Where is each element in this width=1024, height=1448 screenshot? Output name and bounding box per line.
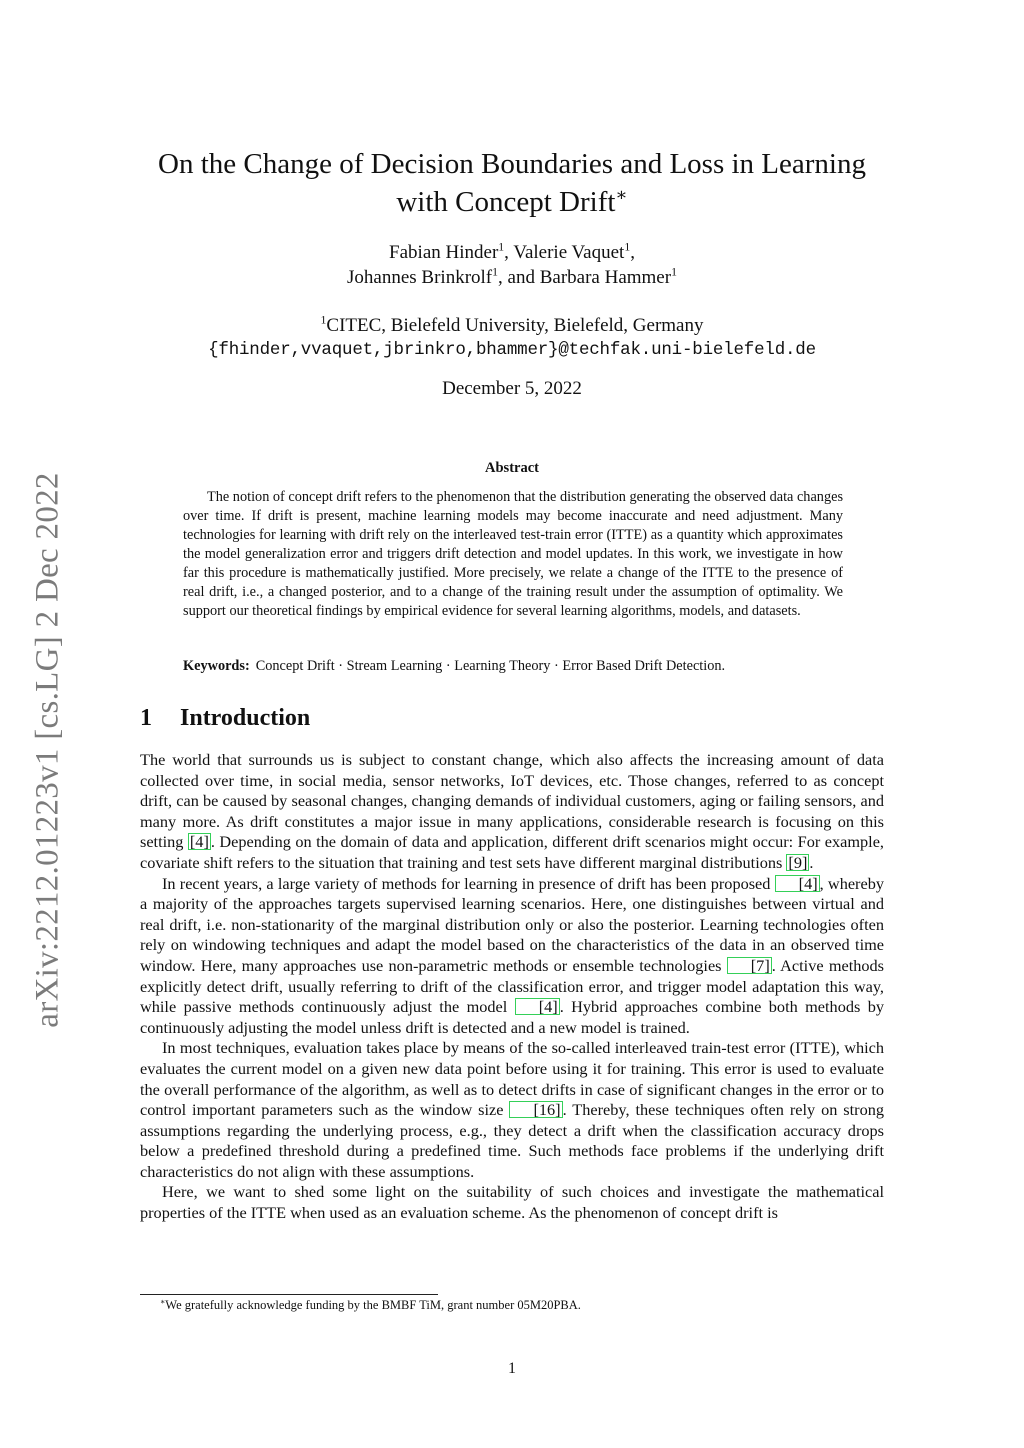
paragraph-text: . Depending on the domain of data and application, different drift scenarios might occur: For example, covariate shift refers to the situation that training and test sets have different marginal distributions [140,832,884,872]
keywords-line [183,657,883,676]
paragraph-text: Here, we want to shed some light on the suitability of such choices and investigate the mathematical properties of the ITTE when used as an evaluation scheme. As the phenomenon of concept drift is [140,1182,884,1223]
affiliation-text: CITEC, Bielefeld University, Bielefeld, Germany [326,315,704,336]
keywords-list: Concept Drift · Stream Learning · Learning Theory · Error Based Drift Detection. [255,658,726,674]
paragraph-3 [140,1038,884,1182]
citation-link[interactable]: [16] [509,1101,562,1118]
citation-link[interactable]: [4] [515,998,560,1015]
abstract-heading: Abstract [485,460,539,476]
paper-title [140,145,884,221]
paragraph-text: The world that surrounds us is subject to constant change, which also affects the increasing amount of data collected over time, in social media, sensor networks, IoT devices, etc. Those changes, referred to as concept drift, can be caused by seasonal changes, changing demands of individual customers, aging or failing sensors, and many more. As drift constitutes a major issue in many applications, considerable research is focusing on this setting [140,750,884,852]
abstract-text: The notion of concept drift refers to the phenomenon that the distribution generating the observed data changes over time. If drift is present, machine learning models may become inaccurate and need adjustment. Many technologies for learning with drift rely on the interleaved test-train error (ITTE) as a quantity which approximates the model generalization error and triggers drift detection and model updates. In this work, we investigate in how far this procedure is mathematically justified. More precisely, we relate a change of the ITTE to the presence of real drift, i.e., a changed posterior, and to a change of the training result under the assumption of optimality. We support our theoretical findings by empirical evidence for several learning algorithms, models, and datasets. [183,489,844,619]
affiliation-mark: 1 [320,313,327,327]
affiliation-mark: 1 [492,265,499,279]
paragraph-2 [140,874,884,1039]
author-emails[interactable]: {fhinder,vvaquet,jbrinkro,bhammer}@techfak.uni-bielefeld.de [208,340,816,360]
paragraph-text: . Active methods explicitly detect drift, usually referring to drift of the classification error, and trigger model adaptation this way, while passive methods continuously adjust the model [140,955,884,1017]
section-body [140,750,884,1224]
author-separator: , [504,242,514,263]
arxiv-identifier [30,455,66,1045]
affiliation-mark: 1 [498,240,505,254]
author-line-2 [140,265,884,290]
arxiv-identifier-text: arXiv:2212.01223v1 [cs.LG] 2 Dec 2022 [29,472,66,1028]
paragraph-text: . [809,852,814,872]
author-name: Fabian Hinder [389,242,499,263]
publication-date: December 5, 2022 [442,378,582,399]
author-name: Johannes Brinkrolf [347,267,493,288]
author-separator: , and [498,267,540,288]
affiliation-block [140,313,884,363]
paragraph-1 [140,750,884,874]
author-list [140,240,884,290]
author-name: Valerie Vaquet [513,242,625,263]
title-line-2-text: with Concept Drift [396,186,616,218]
paragraph-4 [140,1182,884,1223]
footnote [160,1298,581,1313]
citation-link[interactable]: [9] [788,852,808,872]
affiliation-line [140,313,884,338]
section-number: 1 [140,705,152,731]
author-name: Barbara Hammer [539,267,672,288]
title-line-2 [140,183,884,221]
title-footnote-mark: ∗ [615,184,628,205]
footnote-mark: ∗ [160,1296,166,1306]
paragraph-text: . Thereby, these techniques often rely on strong assumptions regarding the underlying process, e.g., they detect a drift when the classification accuracy drops below a predefined threshold during a predefined time. Such methods face problems if the underlying drift characteristics do not align with these assumptions. [140,1100,885,1181]
title-line-1: On the Change of Decision Boundaries and Loss in Learning [158,148,866,180]
section-heading [140,705,310,732]
paragraph-text: In recent years, a large variety of methods for learning in presence of drift has been proposed [162,873,775,893]
footnote-rule [140,1294,438,1295]
paragraph-text: , whereby a majority of the approaches targets supervised learning scenarios. Here, one distinguishes between virtual and real drift, i.e. non-stationarity of the marginal distribution only or also the posterior. Learning technologies often rely on windowing techniques and adapt the model based on the characteristics of the data in an observed time window. Here, many approaches use non-parametric methods or ensemble technologies [140,873,884,975]
keywords-label: Keywords: [183,658,250,674]
section-title: Introduction [180,705,311,731]
page-number: 1 [508,1360,516,1377]
citation-link[interactable]: [7] [727,957,772,974]
footnote-text: We gratefully acknowledge funding by the BMBF TiM, grant number 05M20PBA. [165,1298,581,1312]
affiliation-mark: 1 [671,265,677,279]
author-separator: , [630,242,635,263]
paragraph-text: In most techniques, evaluation takes place by means of the so-called interleaved train-test error (ITTE), which evaluates the current model on a given new data point before using it for training. This error is used to evaluate the overall performance of the algorithm, as well as to detect drifts in case of significant changes in the error or to control important parameters such as the window size [140,1038,884,1120]
citation-link[interactable]: [4] [775,875,820,892]
author-line-1 [140,240,884,265]
citation-link[interactable]: [4] [189,832,209,852]
affiliation-mark: 1 [624,240,631,254]
paragraph-text: . Hybrid approaches combine both methods by continuously adjusting the model unless drift is detected and a new model is trained. [140,997,884,1037]
